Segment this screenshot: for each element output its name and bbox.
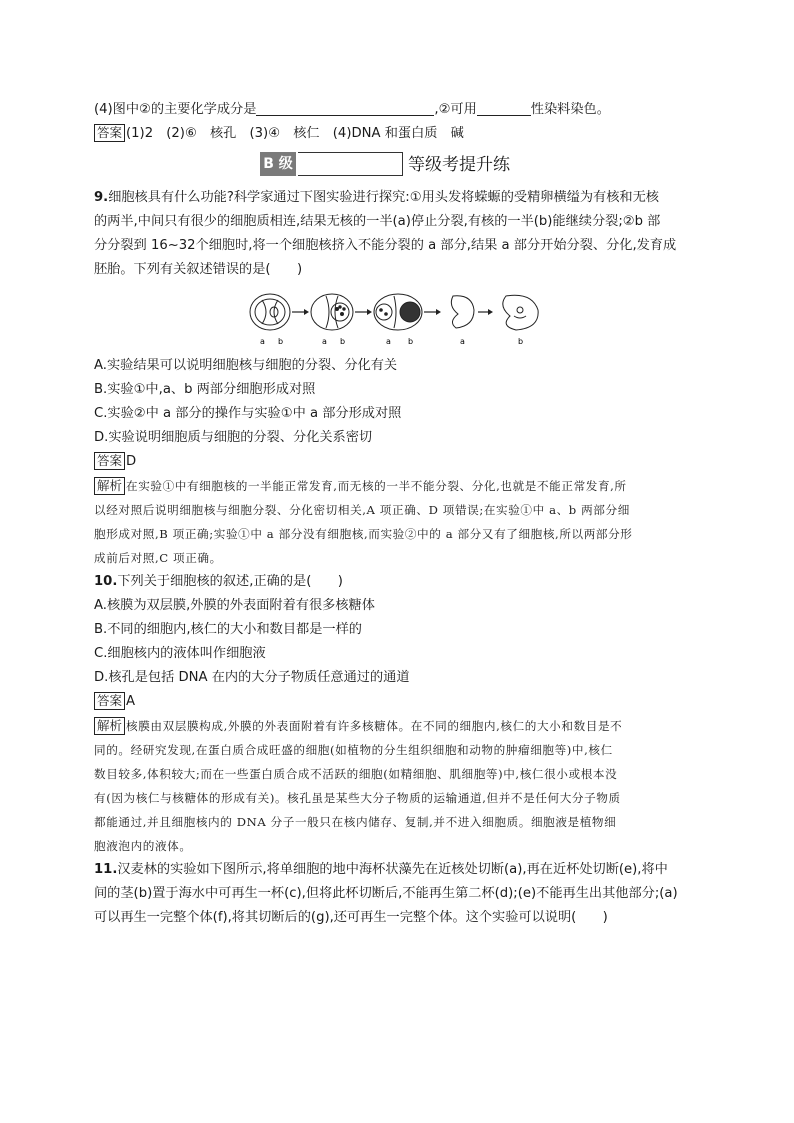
q11-stem-text: 汉麦林的实验如下图所示,将单细胞的地中海杯状藻先在近核处切断(a),再在近杯处切断(e),将中 (117, 862, 668, 877)
explanation-line: 数目较多,体积较大;而在一些蛋白质合成不活跃的细胞(如精细胞、肌细胞等)中,核仁很小或根本没 (94, 767, 618, 781)
explanation-text: 核膜由双层膜构成,外膜的外表面附着有许多核糖体。在不同的细胞内,核仁的大小和数目是不 (126, 719, 623, 733)
q8-answer (94, 122, 704, 146)
arrow-3-head (436, 309, 441, 315)
stage-3-cell (374, 294, 422, 330)
label-a: a (460, 337, 465, 346)
q9-option-a[interactable]: A.实验结果可以说明细胞核与细胞的分裂、分化有关 (94, 358, 398, 373)
answer-tag: 答案 (94, 124, 125, 142)
level-box (298, 152, 403, 176)
q9-option-b[interactable]: B.实验①中,a、b 两部分细胞形成对照 (94, 382, 316, 397)
q9-number: 9. (94, 190, 109, 205)
label-b: b (518, 337, 524, 346)
explain-tag: 解析 (94, 717, 125, 735)
answer-tag: 答案 (94, 452, 125, 470)
salamander-egg-diagram (248, 286, 548, 352)
label-a: a (260, 337, 265, 346)
q8-part4-text: (4)图中②的主要化学成分是 (94, 102, 257, 117)
q10-option-c[interactable]: C.细胞核内的液体叫作细胞液 (94, 646, 266, 661)
q9-answer (94, 450, 704, 474)
q10-number: 10. (94, 574, 118, 589)
label-a: a (386, 337, 391, 346)
embryo-a (451, 296, 474, 328)
explanation-text: 在实验①中有细胞核的一半能正常发育,而无核的一半不能分裂、分化,也就是不能正常发育,所 (126, 479, 627, 493)
answer-tag: 答案 (94, 692, 125, 710)
level-header (94, 148, 704, 182)
q8-answer-text: (1)2 (2)⑥ 核孔 (3)④ 核仁 (4)DNA 和蛋白质 碱 (126, 126, 464, 141)
q8-part4-text-2: ,②可用 (434, 102, 477, 117)
q10-explanation (94, 714, 704, 858)
explain-tag: 解析 (94, 477, 125, 495)
q8-part4-text-3: 性染料染色。 (530, 102, 610, 117)
q11-stem-line: 可以再生一完整个体(f),将其切断后的(g),还可再生一完整个体。这个实验可以说明( ) (94, 910, 608, 925)
level-badge: B 级 (260, 152, 296, 176)
q10-answer (94, 690, 704, 714)
q10-option-a[interactable]: A.核膜为双层膜,外膜的外表面附着有很多核糖体 (94, 598, 375, 613)
explanation-line: 成前后对照,C 项正确。 (94, 551, 222, 565)
arrow-4-head (488, 309, 493, 315)
q9-option-d[interactable]: D.实验说明细胞质与细胞的分裂、分化关系密切 (94, 430, 373, 445)
q10-option-b[interactable]: B.不同的细胞内,核仁的大小和数目都是一样的 (94, 622, 362, 637)
q9-stem-line: 胚胎。下列有关叙述错误的是( ) (94, 262, 303, 277)
explanation-line: 胞形成对照,B 项正确;实验①中 a 部分没有细胞核,而实验②中的 a 部分又有了细胞核,所以两部分形 (94, 527, 633, 541)
arrow-2-head (367, 309, 372, 315)
stage-1-cell (250, 294, 290, 330)
q8-part4 (94, 98, 704, 122)
q10-stem-text: 下列关于细胞核的叙述,正确的是( ) (117, 574, 343, 589)
label-b: b (340, 337, 346, 346)
explanation-line: 胞液泡内的液体。 (94, 839, 192, 853)
q10-option-d[interactable]: D.核孔是包括 DNA 在内的大分子物质任意通过的通道 (94, 670, 410, 685)
explanation-line: 以经对照后说明细胞核与细胞分裂、分化密切相关,A 项正确、D 项错误;在实验①中 a、b 两部分细 (94, 503, 630, 517)
q9-answer-text: D (126, 454, 137, 469)
level-title: 等级考提升练 (408, 155, 510, 175)
label-b: b (278, 337, 284, 346)
label-b: b (408, 337, 414, 346)
label-a: a (322, 337, 327, 346)
document-page (94, 98, 704, 930)
q11-stem-line (94, 858, 704, 882)
answer-blank[interactable] (256, 101, 434, 116)
explanation-line (94, 474, 704, 498)
stage-2-cell (311, 294, 353, 330)
q9-stem-line (94, 186, 704, 210)
q9-stem-line: 分分裂到 16~32个细胞时,将一个细胞核挤入不能分裂的 a 部分,结果 a 部分开始分裂、分化,发育成 (94, 238, 677, 253)
answer-blank[interactable] (477, 101, 531, 116)
explanation-line (94, 714, 704, 738)
q11-number: 11. (94, 862, 118, 877)
explanation-line: 都能通过,并且细胞核内的 DNA 分子一般只在核内储存、复制,并不进入细胞质。细胞液是植物细 (94, 815, 617, 829)
q9-stem-line: 的两半,中间只有很少的细胞质相连,结果无核的一半(a)停止分裂,有核的一半(b)能继续分裂;②b 部 (94, 214, 661, 229)
q11-stem-line: 间的茎(b)置于海水中可再生一杯(c),但将此杯切断后,不能再生第二杯(d);(e)不能再生出其他部分;(a) (94, 886, 678, 901)
q9-explanation (94, 474, 704, 570)
q9-stem-text: 细胞核具有什么功能?科学家通过下图实验进行探究:①用头发将蝾螈的受精卵横缢为有核和无核 (108, 190, 659, 205)
q10-stem (94, 570, 704, 594)
q9-option-c[interactable]: C.实验②中 a 部分的操作与实验①中 a 部分形成对照 (94, 406, 402, 421)
q9-figure (94, 286, 704, 354)
explanation-line: 有(因为核仁与核糖体的形成有关)。核孔虽是某些大分子物质的运输通道,但并不是任何大分子物质 (94, 791, 621, 805)
embryo-b (503, 295, 538, 330)
arrow-1-head (304, 309, 309, 315)
explanation-line: 同的。经研究发现,在蛋白质合成旺盛的细胞(如植物的分生组织细胞和动物的肿瘤细胞等)中,核仁 (94, 743, 613, 757)
q10-answer-text: A (126, 694, 136, 709)
